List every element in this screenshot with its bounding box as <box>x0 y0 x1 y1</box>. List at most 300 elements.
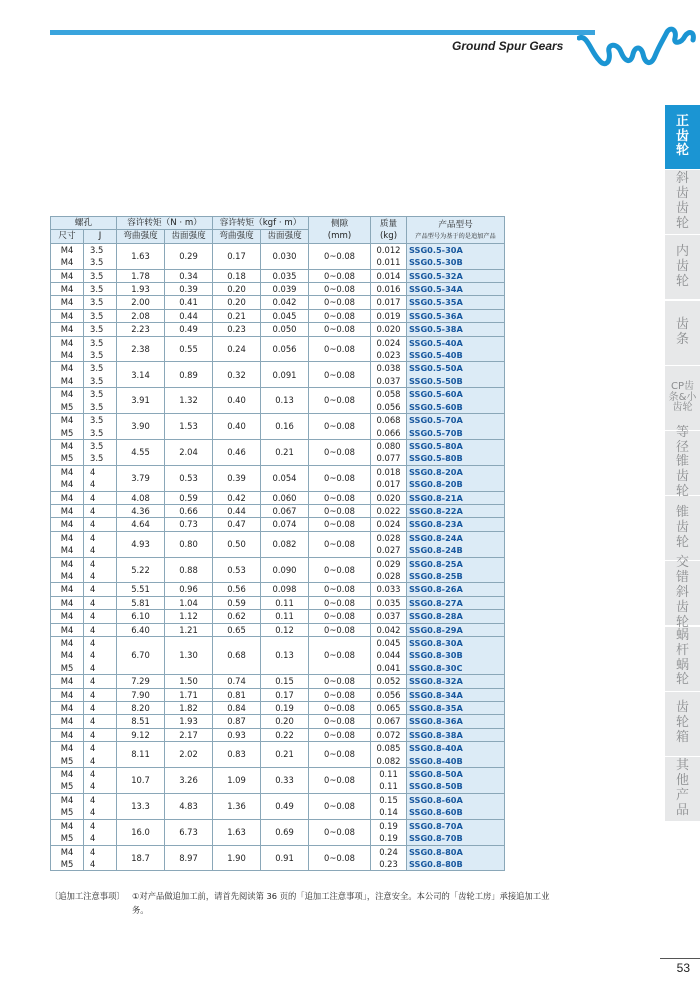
cell-product-code-line: SSG0.8-28A <box>409 611 463 622</box>
cell-torque-bend-kgf: 0.20 <box>213 296 261 309</box>
gear-logo-icon <box>577 22 697 82</box>
cell-size <box>51 728 84 741</box>
cell-backlash: 0~0.08 <box>309 518 371 531</box>
side-tab-5[interactable] <box>665 424 700 500</box>
cell-j-line: 4 <box>90 492 96 503</box>
cell-torque-surface-nm: 1.53 <box>165 414 213 440</box>
cell-j <box>84 688 117 701</box>
cell-mass <box>371 715 407 728</box>
cell-size <box>51 768 84 794</box>
cell-j-line: 4 <box>90 505 96 516</box>
cell-backlash: 0~0.08 <box>309 388 371 414</box>
table-row <box>51 323 505 336</box>
side-tab-10[interactable] <box>665 757 700 821</box>
cell-mass-line: 0.056 <box>376 401 401 412</box>
cell-torque-bend-nm: 4.36 <box>117 504 165 517</box>
cell-size-line: M4 <box>60 624 74 635</box>
cell-mass <box>371 531 407 557</box>
cell-j-line: 4 <box>90 781 96 792</box>
side-tab-7[interactable] <box>665 554 700 630</box>
cell-backlash: 0~0.08 <box>309 362 371 388</box>
side-tab-label: 齿条 <box>675 316 689 347</box>
cell-torque-surface-kgf: 0.035 <box>261 269 309 282</box>
cell-torque-surface-kgf: 0.49 <box>261 793 309 819</box>
cell-mass-line: 0.023 <box>376 350 401 361</box>
cell-mass <box>371 323 407 336</box>
cell-size <box>51 623 84 636</box>
cell-product-code <box>407 688 505 701</box>
cell-size-line: M4 <box>60 743 74 754</box>
cell-product-code <box>407 465 505 491</box>
page-number: 53 <box>676 961 690 975</box>
cell-size <box>51 688 84 701</box>
header-surface-strength-kgf: 齿面强度 <box>261 230 309 243</box>
cell-mass <box>371 610 407 623</box>
cell-torque-surface-kgf: 0.69 <box>261 819 309 845</box>
cell-size-line: M4 <box>60 257 74 268</box>
cell-torque-bend-nm: 6.10 <box>117 610 165 623</box>
side-tab-9[interactable] <box>665 692 700 756</box>
cell-product-code-line: SSG0.5-60B <box>409 401 463 412</box>
cell-mass-line: 0.042 <box>376 624 401 635</box>
cell-product-code-line: SSG0.8-30C <box>409 662 463 673</box>
cell-mass-line: 0.011 <box>376 257 401 268</box>
cell-torque-surface-nm: 0.39 <box>165 283 213 296</box>
cell-j-line: 4 <box>90 466 96 477</box>
cell-size-line: M4 <box>60 337 74 348</box>
cell-mass-line: 0.024 <box>376 519 401 530</box>
cell-product-code-line: SSG0.5-30B <box>409 257 463 268</box>
cell-mass-line: 0.017 <box>376 297 401 308</box>
cell-mass-line: 0.066 <box>376 427 401 438</box>
cell-mass <box>371 296 407 309</box>
cell-torque-surface-nm: 1.32 <box>165 388 213 414</box>
cell-size <box>51 323 84 336</box>
header-size: 尺寸 <box>51 230 84 243</box>
cell-j <box>84 296 117 309</box>
cell-product-code-line: SSG0.5-35A <box>409 297 463 308</box>
cell-torque-bend-nm: 5.22 <box>117 557 165 583</box>
table-row <box>51 688 505 701</box>
cell-j-line: 3.5 <box>90 427 104 438</box>
cell-torque-bend-nm: 3.90 <box>117 414 165 440</box>
cell-product-code-line: SSG0.8-26A <box>409 584 463 595</box>
header-rule <box>50 30 595 35</box>
cell-torque-bend-nm: 10.7 <box>117 768 165 794</box>
cell-size-line: M4 <box>60 570 74 581</box>
cell-product-code <box>407 269 505 282</box>
cell-mass <box>371 465 407 491</box>
cell-size-line: M4 <box>60 820 74 831</box>
cell-size-line: M4 <box>60 324 74 335</box>
side-tab-1[interactable] <box>665 170 700 234</box>
header-bend-strength-nm: 弯曲强度 <box>117 230 165 243</box>
cell-product-code <box>407 336 505 362</box>
cell-size <box>51 742 84 768</box>
cell-mass-line: 0.23 <box>379 858 398 869</box>
cell-product-code-line: SSG0.8-20A <box>409 466 463 477</box>
cell-mass-line: 0.085 <box>376 743 401 754</box>
cell-torque-surface-kgf: 0.20 <box>261 715 309 728</box>
cell-torque-bend-nm: 1.93 <box>117 283 165 296</box>
cell-product-code <box>407 309 505 322</box>
cell-torque-bend-nm: 3.91 <box>117 388 165 414</box>
cell-product-code-line: SSG0.8-34A <box>409 689 463 700</box>
side-tab-6[interactable] <box>665 496 700 560</box>
cell-j-line: 3.5 <box>90 284 104 295</box>
cell-j <box>84 491 117 504</box>
cell-torque-bend-nm: 4.64 <box>117 518 165 531</box>
cell-torque-bend-kgf: 0.93 <box>213 728 261 741</box>
cell-mass <box>371 283 407 296</box>
cell-product-code-line: SSG0.8-70B <box>409 833 463 844</box>
cell-size <box>51 819 84 845</box>
cell-size-line: M4 <box>60 794 74 805</box>
cell-j-line: 4 <box>90 769 96 780</box>
cell-mass-line: 0.15 <box>379 794 398 805</box>
header-mass-label: 质量 <box>379 218 398 229</box>
cell-mass <box>371 414 407 440</box>
cell-mass-line: 0.14 <box>379 807 398 818</box>
cell-size <box>51 243 84 269</box>
side-tab-4[interactable] <box>665 366 700 430</box>
cell-mass <box>371 637 407 675</box>
cell-mass-line: 0.028 <box>376 532 401 543</box>
cell-torque-surface-kgf: 0.045 <box>261 309 309 322</box>
table-row <box>51 296 505 309</box>
table-row <box>51 623 505 636</box>
cell-size-line: M4 <box>60 676 74 687</box>
cell-product-code-line: SSG0.8-80B <box>409 858 463 869</box>
cell-mass <box>371 491 407 504</box>
cell-backlash: 0~0.08 <box>309 243 371 269</box>
cell-j-line: 4 <box>90 689 96 700</box>
cell-torque-surface-kgf: 0.067 <box>261 504 309 517</box>
cell-product-code-line: SSG0.5-70A <box>409 415 463 426</box>
cell-j-line: 3.5 <box>90 440 104 451</box>
table-row <box>51 336 505 362</box>
cell-torque-bend-nm: 5.81 <box>117 596 165 609</box>
cell-product-code-line: SSG0.5-40B <box>409 350 463 361</box>
cell-j-line: 3.5 <box>90 389 104 400</box>
cell-torque-bend-kgf: 0.53 <box>213 557 261 583</box>
cell-product-code <box>407 414 505 440</box>
cell-j <box>84 362 117 388</box>
table-row <box>51 768 505 794</box>
table-row <box>51 504 505 517</box>
table-row <box>51 637 505 675</box>
cell-product-code-line: SSG0.8-25B <box>409 570 463 581</box>
cell-size <box>51 504 84 517</box>
table-row <box>51 518 505 531</box>
cell-mass <box>371 728 407 741</box>
cell-product-code <box>407 715 505 728</box>
cell-j <box>84 768 117 794</box>
cell-backlash: 0~0.08 <box>309 596 371 609</box>
cell-torque-bend-kgf: 0.18 <box>213 269 261 282</box>
cell-torque-surface-kgf: 0.21 <box>261 742 309 768</box>
side-tab-0[interactable] <box>665 105 700 169</box>
table-row <box>51 309 505 322</box>
cell-product-code-line: SSG0.8-29A <box>409 624 463 635</box>
cell-torque-bend-nm: 4.93 <box>117 531 165 557</box>
cell-product-code <box>407 283 505 296</box>
cell-size <box>51 336 84 362</box>
cell-product-code <box>407 819 505 845</box>
cell-j <box>84 845 117 871</box>
page-header-title: Ground Spur Gears <box>452 39 564 53</box>
cell-product-code-line: SSG0.8-60A <box>409 794 463 805</box>
cell-j <box>84 610 117 623</box>
table-row <box>51 414 505 440</box>
cell-product-code <box>407 491 505 504</box>
table-row <box>51 388 505 414</box>
cell-j-line: 4 <box>90 858 96 869</box>
cell-torque-surface-nm: 0.53 <box>165 465 213 491</box>
cell-j-line: 3.5 <box>90 244 104 255</box>
cell-j-line: 3.5 <box>90 401 104 412</box>
cell-mass-line: 0.068 <box>376 415 401 426</box>
side-tab-label: 锥齿轮 <box>675 504 689 550</box>
cell-mass <box>371 819 407 845</box>
cell-torque-bend-kgf: 0.40 <box>213 388 261 414</box>
header-backlash-unit: (mm) <box>327 230 352 241</box>
cell-size-line: M4 <box>60 729 74 740</box>
cell-torque-bend-nm: 1.63 <box>117 243 165 269</box>
cell-product-code-line: SSG0.8-80A <box>409 846 463 857</box>
cell-mass-line: 0.045 <box>376 638 401 648</box>
cell-mass-line: 0.24 <box>379 846 398 857</box>
cell-product-code <box>407 675 505 688</box>
cell-torque-surface-kgf: 0.13 <box>261 388 309 414</box>
cell-torque-surface-kgf: 0.19 <box>261 702 309 715</box>
cell-mass <box>371 793 407 819</box>
cell-product-code <box>407 637 505 675</box>
cell-size-line: M5 <box>60 833 74 844</box>
cell-product-code-line: SSG0.8-50B <box>409 781 463 792</box>
cell-product-code-line: SSG0.5-80A <box>409 440 463 451</box>
cell-backlash: 0~0.08 <box>309 637 371 675</box>
cell-j <box>84 715 117 728</box>
cell-product-code <box>407 296 505 309</box>
cell-size-line: M4 <box>60 310 74 321</box>
cell-product-code-line: SSG0.8-24A <box>409 532 463 543</box>
cell-torque-bend-kgf: 0.81 <box>213 688 261 701</box>
cell-torque-bend-nm: 6.70 <box>117 637 165 675</box>
cell-size-line: M4 <box>60 716 74 727</box>
cell-j-line: 4 <box>90 676 96 687</box>
table-row <box>51 531 505 557</box>
cell-j-line: 4 <box>90 624 96 635</box>
cell-j <box>84 309 117 322</box>
cell-product-code <box>407 702 505 715</box>
cell-product-code-line: SSG0.5-36A <box>409 310 463 321</box>
cell-torque-surface-kgf: 0.082 <box>261 531 309 557</box>
cell-torque-surface-nm: 1.12 <box>165 610 213 623</box>
cell-product-code <box>407 323 505 336</box>
cell-torque-bend-kgf: 0.65 <box>213 623 261 636</box>
cell-mass <box>371 675 407 688</box>
side-tab-label: 蜗杆蜗轮 <box>675 627 689 688</box>
cell-mass <box>371 362 407 388</box>
cell-mass-line: 0.014 <box>376 270 401 281</box>
cell-j-line: 4 <box>90 479 96 490</box>
cell-mass <box>371 439 407 465</box>
cell-product-code-line: SSG0.5-50A <box>409 363 463 374</box>
cell-j-line: 3.5 <box>90 257 104 268</box>
cell-torque-bend-kgf: 0.62 <box>213 610 261 623</box>
cell-mass-line: 0.037 <box>376 375 401 386</box>
side-tab-3[interactable] <box>665 301 700 365</box>
cell-size-line: M4 <box>60 519 74 530</box>
cell-j-line: 4 <box>90 584 96 595</box>
cell-backlash: 0~0.08 <box>309 504 371 517</box>
cell-torque-bend-nm: 2.08 <box>117 309 165 322</box>
header-bend-strength-kgf: 弯曲强度 <box>213 230 261 243</box>
cell-size-line: M4 <box>60 415 74 426</box>
cell-mass <box>371 518 407 531</box>
cell-torque-surface-kgf: 0.11 <box>261 596 309 609</box>
cell-product-code-line: SSG0.8-60B <box>409 807 463 818</box>
cell-size-line: M4 <box>60 769 74 780</box>
cell-j <box>84 793 117 819</box>
cell-torque-bend-kgf: 0.68 <box>213 637 261 675</box>
table-row <box>51 728 505 741</box>
header-bolt-hole: 螺孔 <box>51 217 117 230</box>
cell-torque-bend-kgf: 0.32 <box>213 362 261 388</box>
side-tab-label: 等径锥齿轮 <box>675 424 689 500</box>
cell-product-code <box>407 557 505 583</box>
cell-torque-bend-kgf: 0.23 <box>213 323 261 336</box>
cell-torque-bend-nm: 2.38 <box>117 336 165 362</box>
cell-torque-bend-nm: 7.29 <box>117 675 165 688</box>
cell-size-line: M4 <box>60 440 74 451</box>
cell-mass <box>371 596 407 609</box>
cell-torque-bend-kgf: 0.83 <box>213 742 261 768</box>
cell-product-code-line: SSG0.8-32A <box>409 676 463 687</box>
cell-product-code <box>407 518 505 531</box>
cell-product-code-line: SSG0.5-50B <box>409 375 463 386</box>
cell-size <box>51 388 84 414</box>
cell-product-code <box>407 768 505 794</box>
cell-j <box>84 323 117 336</box>
cell-mass-line: 0.028 <box>376 570 401 581</box>
cell-product-code-line: SSG0.5-30A <box>409 244 463 255</box>
cell-size <box>51 439 84 465</box>
cell-size <box>51 518 84 531</box>
cell-size-line: M4 <box>60 703 74 714</box>
cell-size-line: M4 <box>60 611 74 622</box>
cell-torque-surface-kgf: 0.13 <box>261 637 309 675</box>
cell-torque-surface-nm: 0.29 <box>165 243 213 269</box>
cell-product-code <box>407 362 505 388</box>
cell-backlash: 0~0.08 <box>309 269 371 282</box>
cell-mass <box>371 742 407 768</box>
table-row <box>51 283 505 296</box>
table-row <box>51 596 505 609</box>
cell-j <box>84 504 117 517</box>
cell-size-line: M4 <box>60 846 74 857</box>
cell-backlash: 0~0.08 <box>309 728 371 741</box>
cell-mass-line: 0.11 <box>379 769 398 780</box>
cell-torque-surface-nm: 2.17 <box>165 728 213 741</box>
cell-j <box>84 637 117 675</box>
cell-mass-line: 0.080 <box>376 440 401 451</box>
cell-mass-line: 0.11 <box>379 781 398 792</box>
cell-torque-surface-nm: 0.41 <box>165 296 213 309</box>
cell-torque-bend-kgf: 1.09 <box>213 768 261 794</box>
cell-torque-bend-nm: 18.7 <box>117 845 165 871</box>
cell-backlash: 0~0.08 <box>309 439 371 465</box>
cell-mass-line: 0.056 <box>376 689 401 700</box>
cell-j-line: 4 <box>90 703 96 714</box>
cell-torque-surface-kgf: 0.91 <box>261 845 309 871</box>
cell-torque-surface-nm: 1.82 <box>165 702 213 715</box>
cell-size-line: M4 <box>60 466 74 477</box>
cell-torque-bend-kgf: 1.90 <box>213 845 261 871</box>
header-mass <box>371 217 407 244</box>
cell-mass-line: 0.035 <box>376 597 401 608</box>
cell-j-line: 4 <box>90 846 96 857</box>
cell-backlash: 0~0.08 <box>309 819 371 845</box>
cell-mass-line: 0.027 <box>376 545 401 556</box>
cell-size <box>51 583 84 596</box>
cell-j-line: 3.5 <box>90 324 104 335</box>
side-tab-8[interactable] <box>665 627 700 691</box>
cell-backlash: 0~0.08 <box>309 531 371 557</box>
table-row <box>51 465 505 491</box>
cell-mass-line: 0.029 <box>376 558 401 569</box>
cell-torque-bend-kgf: 0.40 <box>213 414 261 440</box>
cell-torque-surface-nm: 0.88 <box>165 557 213 583</box>
cell-torque-surface-nm: 2.02 <box>165 742 213 768</box>
cell-torque-surface-nm: 0.55 <box>165 336 213 362</box>
cell-backlash: 0~0.08 <box>309 283 371 296</box>
cell-j-line: 4 <box>90 545 96 556</box>
cell-mass-line: 0.19 <box>379 833 398 844</box>
cell-size <box>51 702 84 715</box>
cell-size-line: M4 <box>60 558 74 569</box>
side-tab-label: 齿轮箱 <box>675 700 689 746</box>
cell-size-line: M4 <box>60 584 74 595</box>
side-tab-label: CP齿条&小齿轮 <box>668 381 697 413</box>
cell-torque-bend-nm: 16.0 <box>117 819 165 845</box>
note-text: ①对产品做追加工前，请首先阅读第 36 页的「追加工注意事项」，注意安全。本公司的「齿轮工房」承接追加工业务。 <box>132 891 550 915</box>
cell-product-code-line: SSG0.8-23A <box>409 519 463 530</box>
cell-backlash: 0~0.08 <box>309 583 371 596</box>
cell-product-code <box>407 583 505 596</box>
cell-torque-bend-nm: 7.90 <box>117 688 165 701</box>
cell-torque-surface-nm: 1.71 <box>165 688 213 701</box>
cell-mass <box>371 623 407 636</box>
cell-j <box>84 243 117 269</box>
cell-product-code-line: SSG0.5-80B <box>409 453 463 464</box>
cell-mass-line: 0.058 <box>376 389 401 400</box>
cell-torque-surface-nm: 3.26 <box>165 768 213 794</box>
cell-mass-line: 0.044 <box>376 650 401 661</box>
cell-product-code <box>407 388 505 414</box>
cell-mass-line: 0.072 <box>376 729 401 740</box>
side-tab-2[interactable] <box>665 235 700 299</box>
cell-torque-surface-nm: 6.73 <box>165 819 213 845</box>
cell-size <box>51 793 84 819</box>
cell-size-line: M5 <box>60 453 74 464</box>
cell-product-code-line: SSG0.5-70B <box>409 427 463 438</box>
header-j: J <box>84 230 117 243</box>
cell-size-line: M5 <box>60 662 74 673</box>
cell-torque-surface-kgf: 0.090 <box>261 557 309 583</box>
side-tab-label: 斜齿齿轮 <box>675 171 689 232</box>
